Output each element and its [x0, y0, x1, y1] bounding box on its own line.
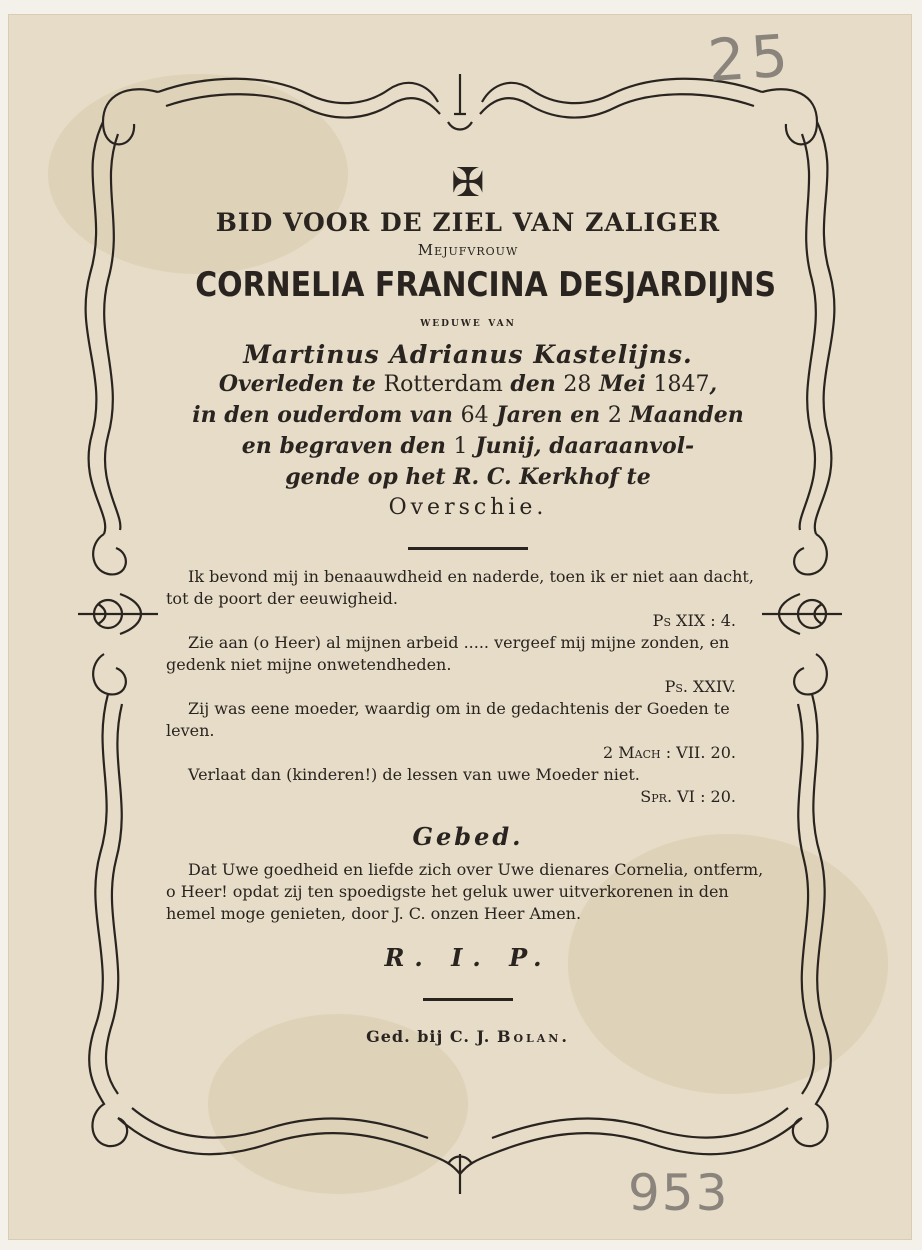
pencil-annotation-bottom: 953 — [628, 1164, 730, 1222]
title-mejufvrouw: Mejufvrouw — [417, 241, 519, 259]
deceased-name: CORNELIA FRANCINA DESJARDIJNS — [195, 265, 777, 305]
widow-of: weduwe van — [420, 315, 516, 330]
verse: Verlaat dan (kinderen!) de lessen van uwe Moeder niet. Spr. VI : 20. — [188, 765, 736, 806]
divider — [423, 998, 513, 1001]
death-line-4: gende op het R. C. Kerkhof te — [285, 464, 651, 490]
verse: Zij was eene moeder, waardig om in de gedachtenis der Goeden te leven. 2 Mach : VII. 20. — [166, 699, 736, 762]
burial-place: Overschie. — [388, 495, 548, 520]
verse: Zie aan (o Heer) al mijnen arbeid ..... vergeef mij mijne zonden, en gedenk niet mijne onwetendheden. Ps. XXIV. — [166, 633, 736, 696]
death-line-2: in den ouderdom van 64 Jaren en 2 Maanden — [192, 402, 744, 428]
invocation: BID VOOR DE ZIEL VAN ZALIGER — [215, 208, 721, 237]
memorial-card — [8, 14, 912, 1240]
rip: R. I. P. — [384, 943, 552, 972]
prayer-text: Dat Uwe goedheid en liefde zich over Uwe dienares Cornelia, ontferm, o Heer! opdat zij ten spoedigste het geluk uwer uitverkorenen in den hemel moge genieten, door J. C. onzen Heer Amen. — [166, 860, 764, 923]
verse: Ik bevond mij in benaauwdheid en naderde, toen ik er niet aan dacht, tot de poort der eeuwigheid. Ps XIX : 4. — [166, 567, 754, 630]
death-line-3: en begraven den 1 Junij, daaraanvol- — [241, 433, 695, 459]
death-line-1: Overleden te Rotterdam den 28 Mei 1847, — [218, 371, 718, 397]
prayer-title: Gebed. — [412, 822, 524, 851]
pencil-annotation-top: 25 — [705, 21, 797, 95]
card-text — [158, 162, 778, 1046]
cross-icon: ✠ — [451, 160, 485, 206]
printer-line: Ged. bij C. J. Bolan. — [366, 1027, 570, 1046]
divider — [408, 547, 528, 550]
husband-name: Martinus Adrianus Kastelijns. — [243, 340, 693, 369]
verses — [158, 566, 778, 808]
